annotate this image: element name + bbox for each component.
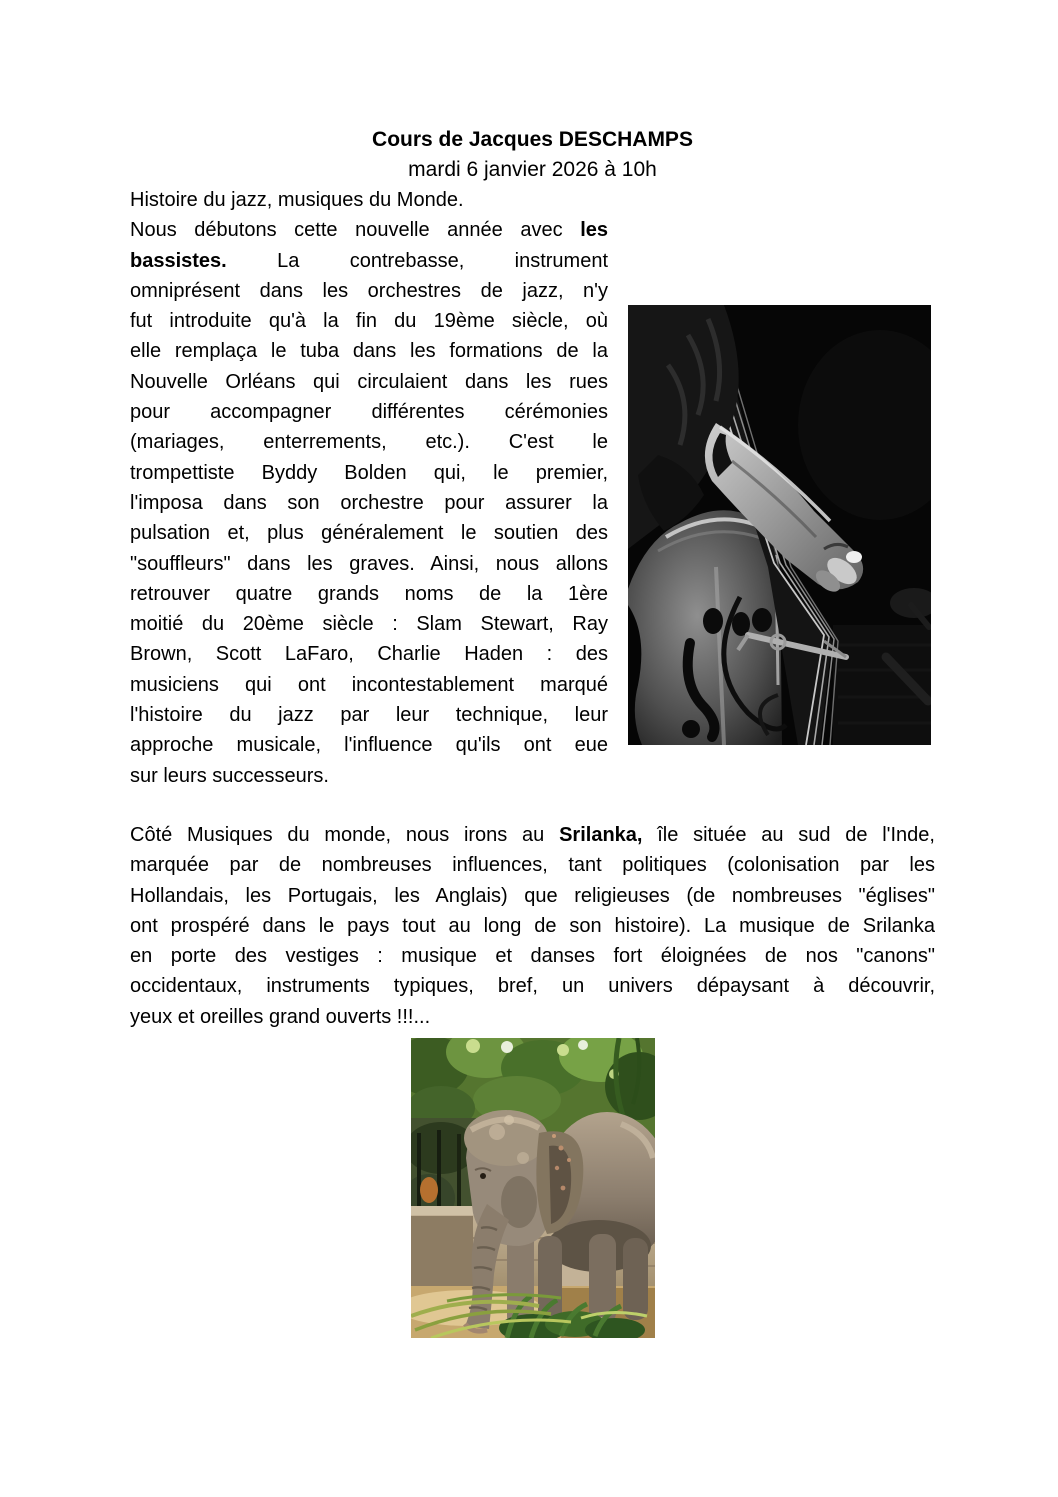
text-segment: en porte des vestiges : musique et danses fort éloignées de nos "canons" (130, 945, 935, 968)
text-segment: Brown, Scott LaFaro, Charlie Haden : des (130, 643, 608, 666)
text-segment: ont prospéré dans le pays tout au long de son histoire). La musique de Srilanka (130, 914, 935, 937)
text-segment: musiciens qui ont incontestablement marqué (130, 673, 608, 696)
text-segment: Hollandais, les Portugais, les Anglais) que religieuses (de nombreuses "églises" (130, 884, 935, 907)
text-line (130, 941, 935, 971)
course-title: Cours de Jacques DESCHAMPS (372, 128, 693, 151)
text-line (130, 700, 608, 730)
elephant-illustration (411, 1038, 655, 1338)
text-segment: La contrebasse, instrument (226, 249, 608, 272)
text-line (130, 730, 608, 760)
text-segment: l'histoire du jazz par leur technique, leur (130, 704, 608, 727)
text-segment: (mariages, enterrements, etc.). C'est le (130, 431, 608, 454)
text-line (130, 215, 608, 245)
text-line (130, 761, 608, 791)
text-line (130, 397, 608, 427)
text-segment: marquée par de nombreuses influences, tant politiques (colonisation par les (130, 854, 935, 877)
text-line (130, 518, 608, 548)
double-bass-photo (628, 305, 931, 745)
doc-header (130, 125, 935, 185)
text-line (130, 246, 608, 276)
text-line (130, 639, 608, 669)
text-segment: yeux et oreilles grand ouverts !!!... (130, 1005, 431, 1028)
bold-text-segment: les (580, 219, 608, 242)
text-line (130, 336, 608, 366)
text-line (130, 971, 935, 1001)
text-segment: omniprésent dans les orchestres de jazz, n'y (130, 279, 608, 302)
text-line (130, 911, 935, 941)
text-segment: retrouver quatre grands noms de la 1ère (130, 582, 608, 605)
text-segment: sur leurs successeurs. (130, 764, 329, 787)
text-line (130, 850, 935, 880)
text-line (130, 306, 608, 336)
text-segment: "souffleurs" dans les graves. Ainsi, nous allons (130, 552, 608, 575)
text-line (130, 488, 608, 518)
paragraph-srilanka (130, 820, 935, 1032)
course-datetime: mardi 6 janvier 2026 à 10h (408, 158, 657, 181)
text-segment: Nous débutons cette nouvelle année avec (130, 219, 581, 242)
text-line (130, 185, 608, 215)
text-line (130, 881, 935, 911)
double-bass-illustration (628, 305, 931, 745)
text-segment: Histoire du jazz, musiques du Monde. (130, 189, 464, 211)
elephant-photo (411, 1038, 655, 1338)
text-line (130, 1002, 935, 1032)
text-segment: approche musicale, l'influence qu'ils ont eue (130, 734, 608, 757)
text-line (130, 276, 608, 306)
text-line (130, 367, 608, 397)
text-line (130, 609, 608, 639)
text-segment: moitié du 20ème siècle : Slam Stewart, Ray (130, 613, 608, 636)
text-line (130, 579, 608, 609)
bold-text-segment: bassistes. (130, 249, 227, 272)
text-line (130, 670, 608, 700)
text-line (130, 427, 608, 457)
text-segment: pour accompagner différentes cérémonies (130, 401, 608, 424)
text-segment: Nouvelle Orléans qui circulaient dans les rues (130, 370, 608, 393)
text-segment: fut introduite qu'à la fin du 19ème siècle, où (130, 310, 608, 333)
text-segment: Côté Musiques du monde, nous irons au (130, 823, 560, 846)
text-segment: l'imposa dans son orchestre pour assurer la (130, 491, 608, 514)
text-segment: île située au sud de l'Inde, (642, 823, 935, 846)
text-segment: pulsation et, plus généralement le soutien des (130, 522, 608, 545)
text-segment: trompettiste Byddy Bolden qui, le premier, (130, 461, 608, 484)
text-line (130, 820, 935, 850)
text-line (130, 458, 608, 488)
text-line (130, 549, 608, 579)
paragraph-jazz (130, 185, 608, 791)
bold-text-segment: Srilanka, (559, 823, 643, 846)
text-segment: elle remplaça le tuba dans les formations de la (130, 340, 608, 363)
text-segment: occidentaux, instruments typiques, bref, un univers dépaysant à découvrir, (130, 975, 935, 998)
